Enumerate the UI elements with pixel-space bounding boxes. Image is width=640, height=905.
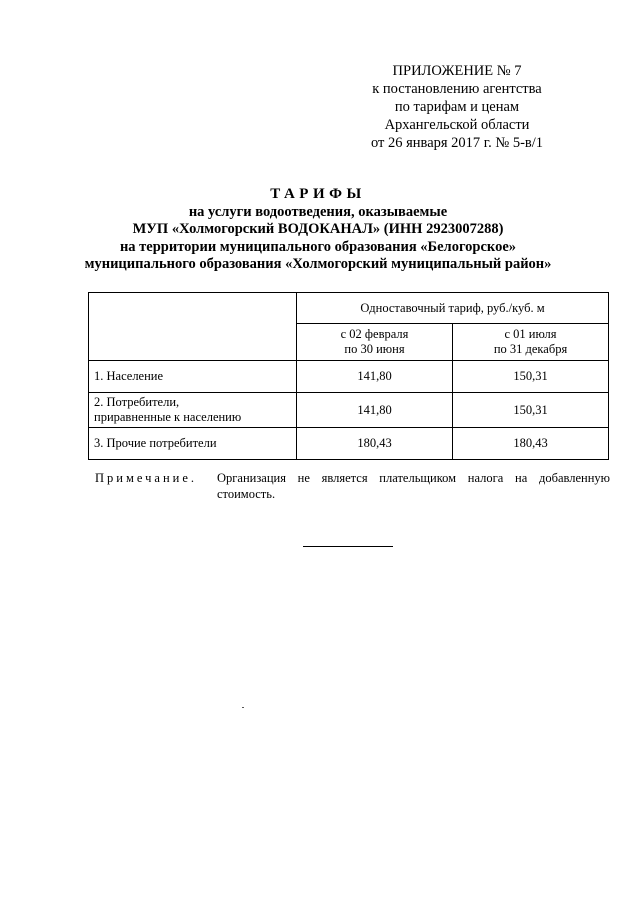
row-value-period-2: 150,31 — [453, 393, 609, 428]
table-header-blank — [89, 293, 297, 361]
row-label — [89, 393, 297, 428]
period-2-start: с 01 июля — [504, 327, 557, 341]
period-1-end: по 30 июня — [344, 342, 405, 356]
title-service: на услуги водоотведения, оказываемые — [188, 203, 448, 220]
row-label: 3. Прочие потребители — [89, 428, 297, 460]
scan-speck — [242, 707, 244, 708]
table-row — [89, 393, 609, 428]
appendix-number: ПРИЛОЖЕНИЕ № 7 — [392, 63, 522, 79]
closing-rule — [303, 546, 393, 547]
period-header-1 — [297, 324, 453, 361]
row-value-period-1: 180,43 — [297, 428, 453, 460]
note-text: Организация не является плательщиком налога на добавленную стоимость. — [217, 471, 610, 501]
period-header-2 — [453, 324, 609, 361]
row-label: 1. Население — [89, 361, 297, 393]
note-label: Примечание. — [95, 471, 198, 485]
period-1-start: с 02 февраля — [340, 327, 409, 341]
document-title — [40, 186, 596, 274]
title-district: муниципального образования «Холмогорский муниципальный район» — [84, 256, 552, 272]
title-organization: МУП «Холмогорский ВОДОКАНАЛ» (ИНН 2923007288) — [132, 221, 504, 237]
row-label-line-1: 2. Потребители, — [94, 395, 180, 409]
table-row — [89, 428, 609, 460]
appendix-header — [336, 62, 578, 152]
row-value-period-1: 141,80 — [297, 361, 453, 393]
table-header-row — [89, 293, 609, 324]
appendix-region: Архангельской области — [384, 117, 530, 133]
row-label-line-2: приравненные к населению — [94, 410, 242, 424]
table-row — [89, 361, 609, 393]
row-value-period-2: 180,43 — [453, 428, 609, 460]
appendix-date: от 26 января 2017 г. № 5-в/1 — [370, 135, 544, 151]
row-value-period-2: 150,31 — [453, 361, 609, 393]
appendix-agency: по тарифам и ценам — [394, 99, 520, 115]
title-territory: на территории муниципального образования «Белогорское» — [119, 238, 517, 255]
note — [95, 470, 610, 502]
title-main: ТАРИФЫ — [270, 186, 366, 202]
tariff-table — [88, 292, 609, 460]
appendix-reference: к постановлению агентства — [372, 81, 542, 97]
period-2-end: по 31 декабря — [493, 342, 568, 356]
row-value-period-1: 141,80 — [297, 393, 453, 428]
table-header-group: Одноставочный тариф, руб./куб. м — [297, 293, 609, 324]
